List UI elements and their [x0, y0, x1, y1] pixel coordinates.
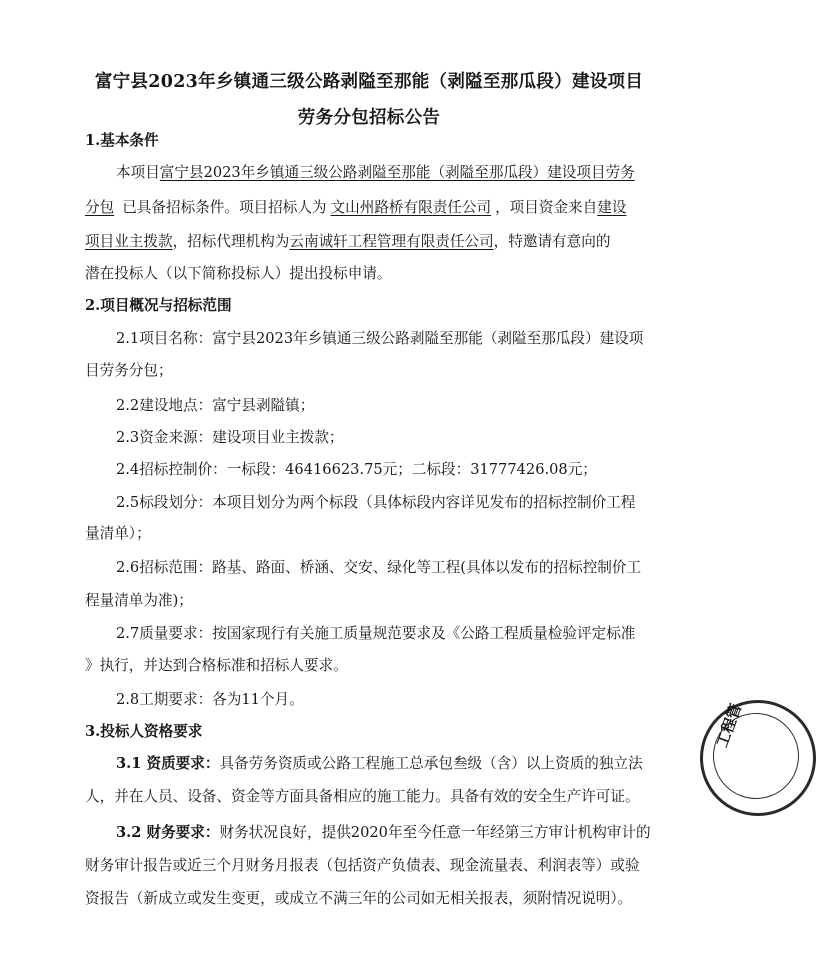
- qualification-text: 具备劳务资质或公路工程施工总承包叁级（含）以上资质的独立法: [219, 755, 643, 772]
- item-3-1: [116, 754, 643, 774]
- fund-source: 建设: [597, 199, 627, 216]
- item-2-7: 2.7质量要求：按国家现行有关施工质量规范要求及《公路工程质量检验评定标准: [116, 625, 636, 642]
- item-2-3: 2.3资金来源：建设项目业主拨款；: [116, 429, 344, 446]
- item-2-8: 2.8工期要求：各为11个月。: [116, 691, 304, 708]
- item-2-2: 2.2建设地点：富宁县剥隘镇；: [116, 397, 315, 414]
- s1-text: ，项目资金来自: [495, 199, 598, 216]
- item-3-2-cont2: 资报告（新成立或发生变更，或成立不满三年的公司如无相关报表，须附情况说明）。: [85, 890, 633, 907]
- s1-para-line2: [85, 198, 626, 218]
- s1-text: ，招标代理机构为: [172, 233, 290, 250]
- official-seal-stamp: [700, 700, 816, 816]
- agency-name: 云南诚轩工程管理有限责任公司: [289, 233, 494, 250]
- item-2-7-cont: 》执行，并达到合格标准和招标人要求。: [85, 657, 348, 674]
- doc-title-line1: 富宁县2023年乡镇通三级公路剥隘至那能（剥隘至那瓜段）建设项目: [94, 72, 644, 92]
- item-2-5: 2.5标段划分：本项目划分为两个标段（具体标段内容详见发布的招标控制价工程: [116, 494, 636, 511]
- seal-text: 工程管: [712, 701, 746, 750]
- item-2-1: 2.1项目名称：富宁县2023年乡镇通三级公路剥隘至那能（剥隘至那瓜段）建设项: [116, 330, 644, 347]
- s1-text: 已具备招标条件。项目招标人为: [122, 199, 327, 216]
- section1-heading: 1.基本条件: [85, 132, 159, 149]
- project-name-underlined-cont: 分包: [85, 199, 115, 216]
- doc-title-line2: 劳务分包招标公告: [297, 108, 441, 128]
- finance-label: 3.2 财务要求：: [116, 824, 220, 841]
- item-2-6: 2.6招标范围：路基、路面、桥涵、交安、绿化等工程(具体以发布的招标控制价工: [116, 559, 642, 576]
- s1-para-line4: 潜在投标人（以下简称投标人）提出投标申请。: [85, 265, 392, 282]
- item-2-6-cont: 程量清单为准)；: [85, 592, 193, 609]
- item-3-1-cont: 人，并在人员、设备、资金等方面具备相应的施工能力。具备有效的安全生产许可证。: [85, 788, 640, 805]
- project-name-underlined: 富宁县2023年乡镇通三级公路剥隘至那能（剥隘至那瓜段）建设项目劳务: [159, 164, 635, 181]
- section3-heading: 3.投标人资格要求: [85, 723, 203, 740]
- s1-text: 本项目: [116, 164, 160, 181]
- section2-heading: 2.项目概况与招标范围: [85, 297, 232, 314]
- finance-text: 财务状况良好，提供2020年至今任意一年经第三方审计机构审计的: [219, 824, 651, 841]
- item-3-2-cont1: 财务审计报告或近三个月财务月报表（包括资产负债表、现金流量表、利润表等）或验: [85, 857, 640, 874]
- s1-para-line3: [85, 232, 610, 252]
- s1-para-line1: [116, 163, 635, 183]
- tenderer-name: 文山州路桥有限责任公司: [330, 199, 492, 216]
- item-2-5-cont: 量清单）；: [85, 525, 151, 542]
- item-2-4: 2.4招标控制价：一标段：46416623.75元；二标段：31777426.08元；: [116, 461, 597, 478]
- fund-source-cont: 项目业主拨款: [85, 233, 173, 250]
- item-3-2: [116, 823, 651, 843]
- s1-text: ，特邀请有意向的: [493, 233, 611, 250]
- item-2-1-cont: 目劳务分包；: [85, 362, 173, 379]
- qualification-label: 3.1 资质要求：: [116, 755, 220, 772]
